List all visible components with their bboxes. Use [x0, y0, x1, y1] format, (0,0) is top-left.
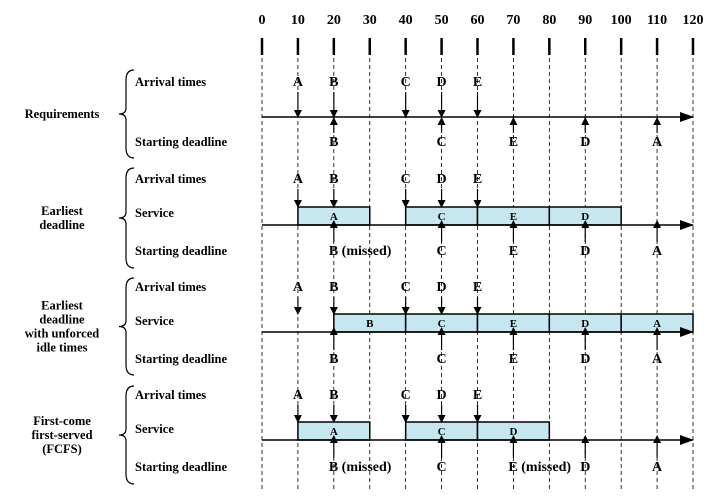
service-bar-label: D: [581, 318, 590, 330]
deadline-task-label: C: [436, 352, 447, 367]
service-bar-label: C: [437, 426, 446, 438]
group-brace: [119, 386, 134, 484]
deadline-task-label: E: [508, 352, 519, 367]
deadline-task-label: D: [580, 135, 591, 150]
group-label-line: first-served: [31, 428, 93, 442]
arrival-task-label: E: [472, 280, 483, 295]
deadline-task-label: A: [652, 460, 663, 475]
arrival-times-label: Arrival times: [135, 388, 207, 402]
deadline-task-label: E: [508, 135, 519, 150]
service-bar-label: D: [581, 211, 590, 223]
arrival-task-label: B: [329, 75, 339, 90]
arrival-task-label: B: [329, 172, 339, 187]
group-label-line: Earliest: [41, 298, 83, 313]
axis-tick-label: 10: [290, 13, 305, 28]
deadline-task-label: D: [580, 460, 591, 475]
schedule-group: [25, 70, 693, 158]
schedule-group: [25, 278, 693, 375]
group-label-line: idle times: [36, 340, 88, 355]
group-label-line: with unforced: [24, 326, 100, 341]
axis-tick-label: 50: [434, 13, 449, 28]
schedule-group: [31, 386, 693, 484]
arrival-task-label: D: [436, 388, 447, 403]
group-brace: [119, 70, 134, 158]
service-bar-label: E: [509, 318, 518, 330]
service-label: Service: [135, 206, 174, 220]
deadline-task-label: B: [329, 135, 339, 150]
arrival-task-label: E: [472, 75, 483, 90]
group-label-line: deadline: [39, 312, 85, 327]
arrival-task-label: C: [400, 172, 411, 187]
arrival-task-label: A: [292, 280, 303, 295]
arrival-task-label: A: [292, 75, 303, 90]
axis-tick-label: 110: [646, 13, 668, 28]
service-label: Service: [135, 314, 174, 328]
service-bar-label: C: [437, 318, 446, 330]
group-label-line: First-come: [33, 414, 91, 428]
deadline-task-label: E: [508, 244, 519, 259]
group-label-line: (FCFS): [42, 442, 82, 456]
deadline-task-label: D: [580, 244, 591, 259]
axis-tick-label: 120: [682, 13, 704, 28]
axis-tick-label: 40: [398, 13, 413, 28]
axis-tick-label: 80: [542, 13, 557, 28]
service-bar-label: D: [509, 426, 518, 438]
arrival-task-label: A: [292, 388, 303, 403]
deadline-task-label: C: [436, 460, 447, 475]
axis-tick-label: 30: [362, 13, 377, 28]
time-axis: [259, 13, 704, 55]
deadline-task-label: C: [436, 244, 447, 259]
axis-tick-label: 100: [610, 13, 632, 28]
group-label-line: Earliest: [41, 204, 83, 218]
axis-tick-label: 90: [578, 13, 593, 28]
service-bar-label: A: [653, 318, 662, 330]
arrival-task-label: C: [400, 388, 411, 403]
arrival-task-label: C: [400, 280, 411, 295]
service-bar-label: B: [366, 318, 374, 330]
deadline-task-label: A: [652, 244, 663, 259]
deadline-task-label: A: [652, 135, 663, 150]
group-brace: [119, 278, 134, 375]
deadline-task-label: E (missed): [508, 460, 572, 475]
arrival-task-label: A: [292, 172, 303, 187]
axis-tick-label: 20: [326, 13, 341, 28]
arrival-task-label: E: [472, 172, 483, 187]
arrival-task-label: B: [329, 388, 339, 403]
service-bar-label: E: [509, 211, 518, 223]
starting-deadline-label: Starting deadline: [135, 244, 228, 258]
arrival-times-label: Arrival times: [135, 172, 207, 186]
arrival-task-label: E: [472, 388, 483, 403]
schedule-groups: [25, 70, 693, 484]
axis-tick-label: 0: [258, 13, 266, 28]
group-label-line: deadline: [39, 218, 85, 232]
service-bar-label: C: [437, 211, 446, 223]
service-bar-label: A: [329, 426, 338, 438]
deadline-task-label: B (missed): [328, 460, 392, 475]
deadline-task-label: B (missed): [328, 244, 392, 259]
deadline-task-label: D: [580, 352, 591, 367]
deadline-task-label: C: [436, 135, 447, 150]
service-bar-label: A: [329, 211, 338, 223]
starting-deadline-label: Starting deadline: [135, 352, 228, 366]
group-brace: [119, 168, 134, 268]
arrival-task-label: D: [436, 75, 447, 90]
axis-tick-label: 70: [506, 13, 521, 28]
starting-deadline-label: Starting deadline: [135, 135, 228, 149]
deadline-task-label: B: [329, 352, 339, 367]
starting-deadline-label: Starting deadline: [135, 460, 228, 474]
axis-tick-label: 60: [470, 13, 485, 28]
arrival-task-label: C: [400, 75, 411, 90]
arrival-task-label: D: [436, 280, 447, 295]
group-label-line: Requirements: [24, 107, 100, 121]
schedule-group: [39, 168, 693, 268]
arrival-times-label: Arrival times: [135, 280, 207, 294]
arrival-times-label: Arrival times: [135, 75, 207, 89]
deadline-task-label: A: [652, 352, 663, 367]
arrival-task-label: B: [329, 280, 339, 295]
service-label: Service: [135, 422, 174, 436]
arrival-task-label: D: [436, 172, 447, 187]
